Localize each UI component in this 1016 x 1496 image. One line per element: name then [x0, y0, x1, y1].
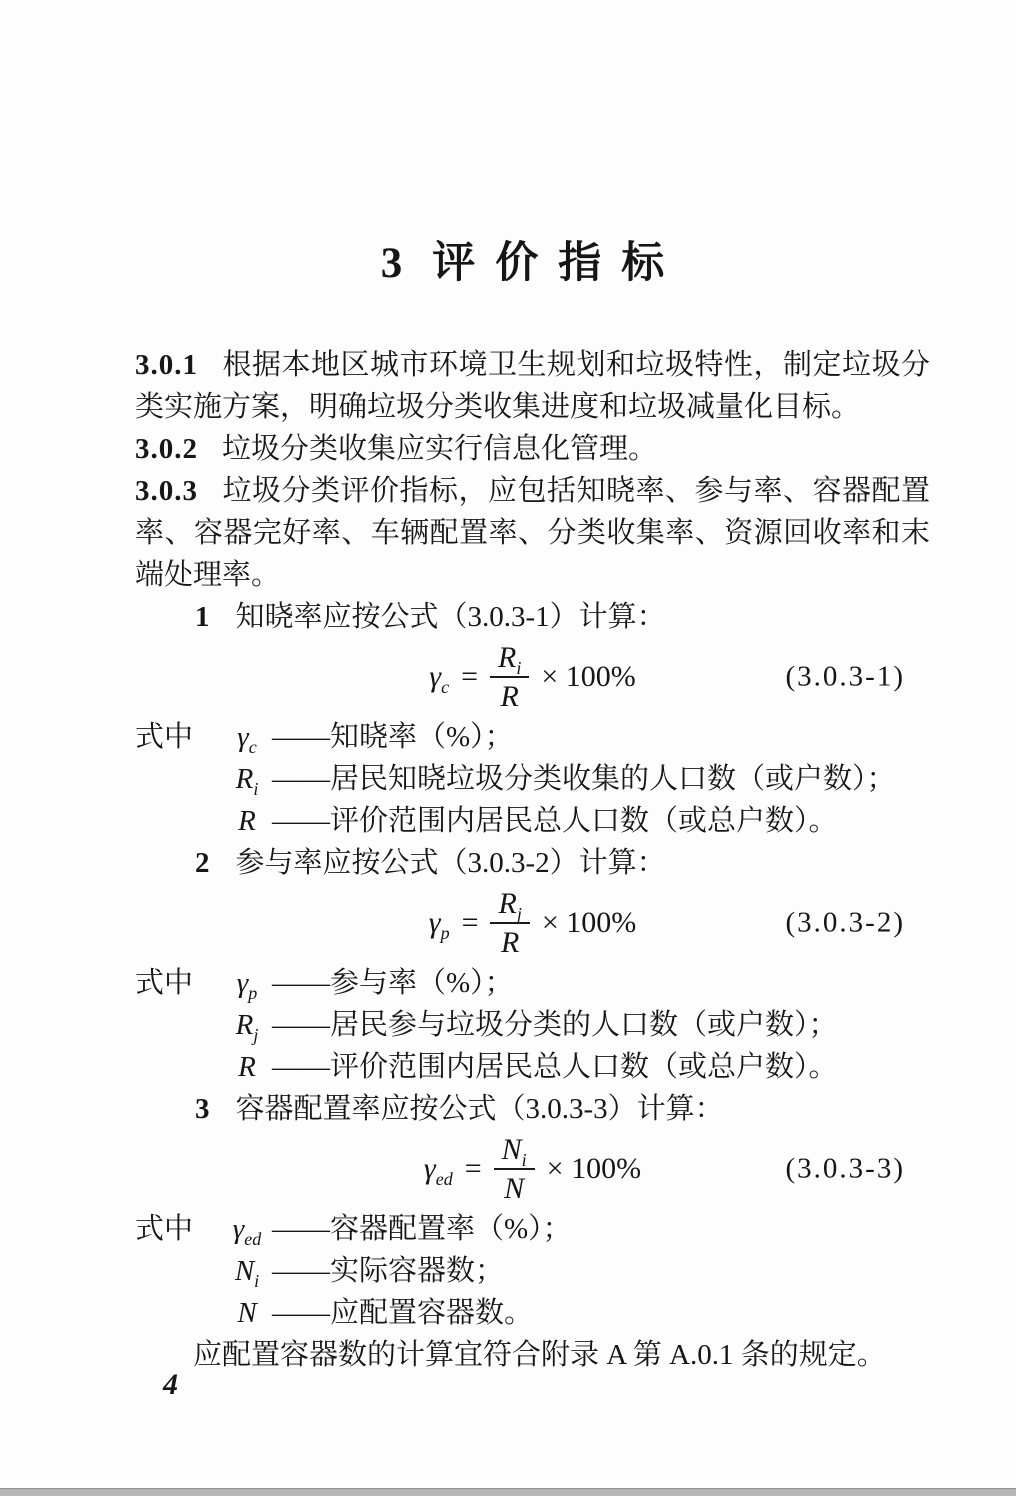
clause-3-0-2: [135, 428, 930, 470]
symbol-subscript: j: [253, 1024, 259, 1045]
where-block-1: [135, 716, 930, 842]
variable-symbol: [222, 1046, 272, 1088]
list-item-2: [135, 842, 930, 884]
scan-edge-bar: [0, 1488, 1016, 1496]
definition-dash: ——: [272, 967, 330, 999]
fraction: [490, 888, 529, 959]
definition-dash: ——: [272, 1009, 330, 1041]
equation-number: (3.0.3-3): [785, 1152, 905, 1185]
multiplier-text: × 100%: [546, 1152, 642, 1185]
gamma-symbol: γ: [423, 1152, 436, 1185]
formula-3-0-3-3: [135, 1134, 930, 1204]
formula-lhs: [428, 906, 450, 943]
clause-3-0-1: [135, 344, 930, 428]
where-line: [135, 1250, 930, 1292]
where-block-3: [135, 1208, 930, 1334]
multiplier-text: × 100%: [541, 660, 636, 693]
definition-text: 居民参与垃圾分类的人口数（或户数）；: [330, 1009, 838, 1041]
page-number: 4: [163, 1368, 178, 1401]
numerator-subscript: i: [516, 657, 522, 678]
numerator-symbol: R: [498, 886, 517, 920]
definition-dash: ——: [272, 1051, 330, 1083]
symbol: R: [235, 763, 254, 795]
equals-sign: =: [464, 1152, 482, 1185]
fraction: [494, 1134, 535, 1205]
fraction: [490, 642, 529, 713]
list-item-3: [135, 1088, 930, 1130]
numerator-symbol: N: [501, 1132, 522, 1166]
fraction-numerator: [490, 642, 529, 679]
item-number: 3: [195, 1093, 210, 1125]
equation-number: (3.0.3-2): [785, 906, 905, 939]
multiplier-text: × 100%: [541, 906, 637, 939]
formula-3-0-3-2: [135, 888, 930, 958]
variable-symbol: [222, 758, 272, 800]
numerator-symbol: R: [497, 640, 517, 674]
list-item-1: [135, 596, 930, 638]
definition-text: 居民知晓垃圾分类收集的人口数（或户数）；: [330, 763, 896, 795]
page-title: [135, 238, 930, 290]
where-prefix: 式中: [135, 1213, 194, 1245]
item-text: 知晓率应按公式（3.0.3-1）计算：: [235, 601, 666, 633]
variable-symbol: [222, 1292, 272, 1334]
equals-sign: =: [461, 906, 479, 939]
item-text: 参与率应按公式（3.0.3-2）计算：: [235, 847, 666, 879]
variable-symbol: [222, 962, 272, 1004]
variable-symbol: [222, 1004, 272, 1046]
fraction-denominator: N: [504, 1172, 525, 1205]
definition-text: 容器配置率（%）；: [330, 1213, 572, 1245]
formula-lhs: [429, 660, 450, 697]
where-line: [135, 1292, 930, 1334]
definition-dash: ——: [272, 1213, 330, 1245]
variable-symbol: [222, 1208, 272, 1250]
where-line: [135, 758, 930, 800]
chapter-title-text: 评价指标: [432, 240, 685, 287]
symbol-subscript: p: [248, 982, 258, 1003]
symbol-subscript: c: [248, 736, 257, 757]
definition-text: 应配置容器数。: [330, 1297, 534, 1329]
formula-lhs: [423, 1152, 453, 1189]
item-number: 2: [195, 847, 210, 879]
gamma-symbol: γ: [428, 906, 441, 939]
symbol: R: [235, 1009, 254, 1041]
item-text: 容器配置率应按公式（3.0.3-3）计算：: [235, 1093, 724, 1125]
equals-sign: =: [461, 660, 478, 693]
clause-text: 垃圾分类评价指标，应包括知晓率、参与率、容器配置率、容器完好率、车辆配置率、分类收集率、资源回收率和末端处理率。: [135, 475, 930, 591]
where-prefix: 式中: [135, 967, 194, 999]
clause-text: 根据本地区城市环境卫生规划和垃圾特性，制定垃圾分类实施方案，明确垃圾分类收集进度和垃圾减量化目标。: [135, 349, 930, 423]
where-prefix: 式中: [135, 721, 194, 753]
fraction-numerator: [490, 888, 529, 925]
clause-3-0-3: [135, 470, 930, 596]
variable-symbol: [222, 1250, 272, 1292]
definition-text: 评价范围内居民总人口数（或总户数）。: [330, 805, 838, 837]
lhs-subscript: c: [441, 677, 450, 697]
definition-dash: ——: [272, 721, 330, 753]
where-line: [135, 1046, 930, 1088]
chapter-number: 3: [380, 240, 403, 287]
where-line: [135, 800, 930, 842]
fraction-numerator: [494, 1134, 535, 1171]
clause-number: 3.0.2: [135, 433, 198, 465]
symbol-subscript: i: [253, 778, 259, 799]
where-line: [135, 962, 930, 1004]
clause-number: 3.0.1: [135, 349, 198, 381]
variable-symbol: [222, 716, 272, 758]
where-block-2: [135, 962, 930, 1088]
symbol: R: [238, 805, 256, 837]
equation-number: (3.0.3-1): [785, 660, 905, 693]
symbol-subscript: i: [254, 1270, 260, 1291]
where-line: [135, 1004, 930, 1046]
clause-number: 3.0.3: [135, 475, 198, 507]
symbol: N: [237, 1297, 257, 1329]
symbol: R: [238, 1051, 256, 1083]
numerator-subscript: i: [521, 1149, 527, 1170]
symbol: γ: [237, 721, 249, 753]
symbol: γ: [236, 967, 249, 999]
gamma-symbol: γ: [429, 660, 442, 693]
lhs-subscript: ed: [435, 1169, 453, 1189]
variable-symbol: [222, 800, 272, 842]
definition-dash: ——: [272, 1297, 330, 1329]
definition-dash: ——: [272, 1255, 330, 1287]
clause-text: 垃圾分类收集应实行信息化管理。: [222, 433, 658, 465]
symbol: N: [234, 1255, 255, 1287]
fraction-denominator: R: [500, 680, 519, 713]
symbol: γ: [232, 1213, 245, 1245]
definition-text: 评价范围内居民总人口数（或总户数）。: [330, 1051, 838, 1083]
definition-dash: ——: [272, 763, 330, 795]
where-line: [135, 716, 930, 758]
numerator-subscript: j: [516, 903, 522, 924]
definition-text: 知晓率（%）；: [330, 721, 514, 753]
formula-3-0-3-1: [135, 642, 930, 712]
lhs-subscript: p: [440, 923, 450, 943]
closing-note: 应配置容器数的计算宜符合附录 A 第 A.0.1 条的规定。: [193, 1339, 886, 1371]
item-number: 1: [195, 601, 210, 633]
where-line: [135, 1208, 930, 1250]
fraction-denominator: R: [500, 926, 520, 959]
symbol-subscript: ed: [244, 1228, 262, 1249]
definition-dash: ——: [272, 805, 330, 837]
definition-text: 参与率（%）；: [330, 967, 514, 999]
definition-text: 实际容器数；: [330, 1255, 505, 1287]
